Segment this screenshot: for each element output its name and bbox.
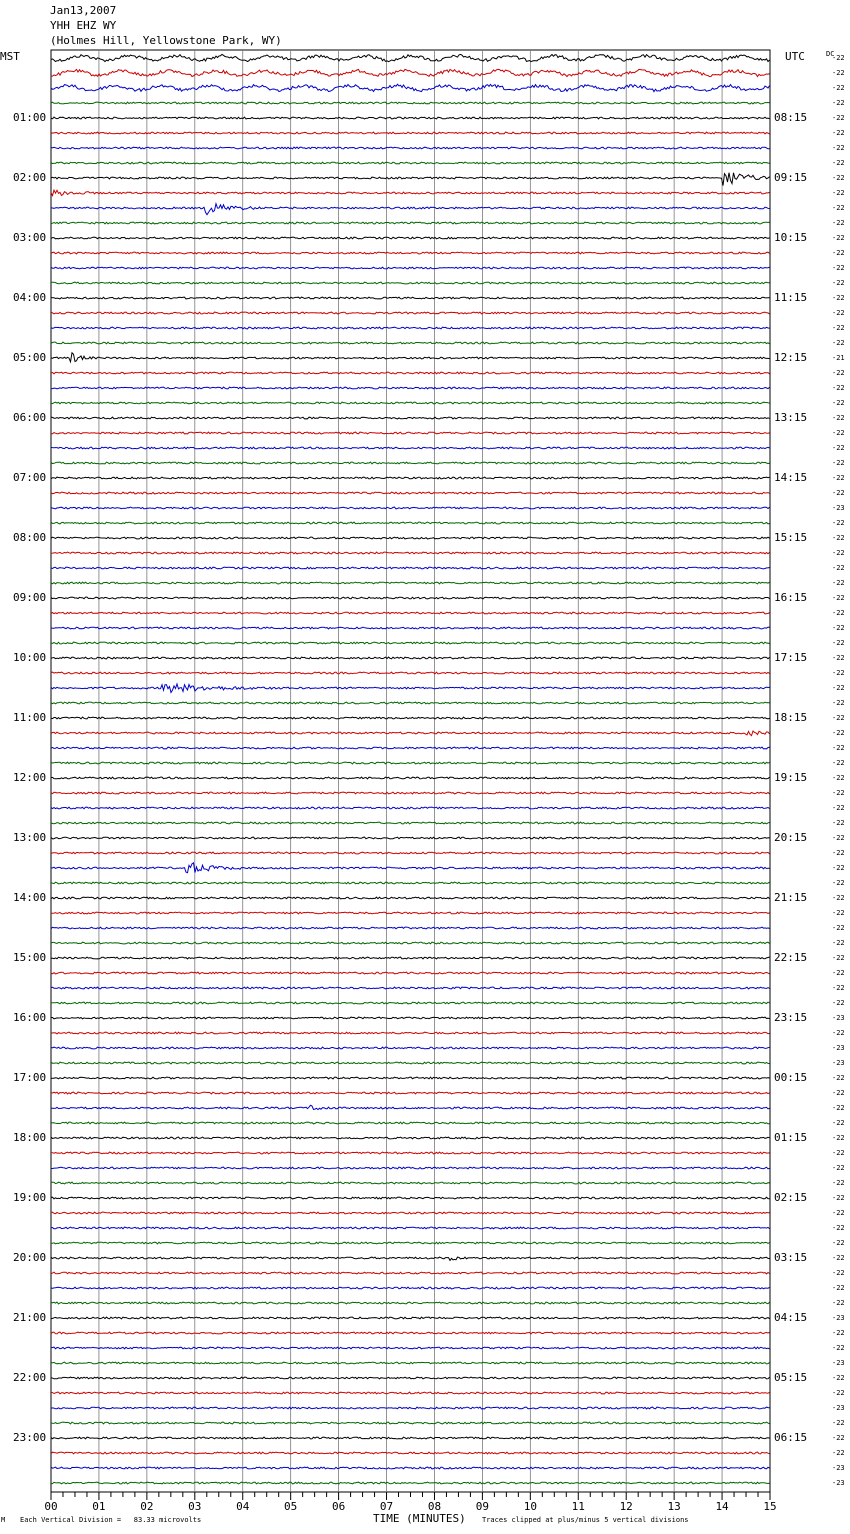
trace-line: [51, 69, 770, 76]
dc-offset-label: -22: [832, 1209, 845, 1217]
dc-offset-label: -22: [832, 1239, 845, 1247]
dc-offset-label: -22: [832, 654, 845, 662]
dc-offset-label: -22: [832, 144, 845, 152]
trace-line: [51, 1467, 770, 1469]
trace-line: [51, 1317, 770, 1319]
x-tick-label: 00: [44, 1500, 58, 1513]
mst-hour-label: 19:00: [13, 1191, 47, 1204]
utc-hour-label: 05:15: [774, 1371, 808, 1384]
dc-axis-label: DC: [826, 50, 835, 58]
dc-offset-label: -22: [832, 249, 845, 257]
trace-line: [51, 822, 770, 824]
trace-line: [51, 1392, 770, 1394]
dc-offset-label: -22: [832, 234, 845, 242]
dc-offset-label: -22: [832, 1449, 845, 1457]
trace-line: [51, 1377, 770, 1379]
trace-line: [51, 1002, 770, 1004]
trace-line: [51, 1152, 770, 1154]
trace-line: [51, 402, 770, 404]
trace-line: [51, 1227, 770, 1229]
mst-hour-label: 21:00: [13, 1311, 47, 1324]
dc-offset-label: -22: [832, 1389, 845, 1397]
utc-hour-label: 10:15: [774, 231, 808, 244]
utc-hour-label: 21:15: [774, 891, 808, 904]
dc-offset-label: -22: [832, 369, 845, 377]
trace-line: [51, 567, 770, 569]
trace-line: [51, 837, 770, 839]
utc-hour-label: 06:15: [774, 1431, 808, 1444]
utc-hour-label: 20:15: [774, 831, 808, 844]
dc-offset-label: -22: [832, 414, 845, 422]
trace-line: [51, 353, 770, 362]
station-label: YHH EHZ WY: [50, 19, 117, 32]
dc-offset-label: -22: [832, 609, 845, 617]
x-tick-label: 14: [715, 1500, 729, 1513]
trace-line: [51, 1062, 770, 1064]
dc-offset-label: -22: [832, 1149, 845, 1157]
x-tick-label: 02: [140, 1500, 154, 1513]
dc-offset-label: -22: [832, 114, 845, 122]
dc-offset-label: -22: [832, 669, 845, 677]
trace-line: [51, 267, 770, 269]
dc-offset-label: -23: [832, 1404, 845, 1412]
trace-line: [51, 597, 770, 599]
dc-offset-label: -22: [832, 519, 845, 527]
utc-hour-label: 03:15: [774, 1251, 808, 1264]
dc-offset-label: -22: [832, 729, 845, 737]
x-tick-label: 09: [475, 1500, 490, 1513]
trace-line: [51, 1105, 770, 1109]
trace-line: [51, 807, 770, 809]
mst-hour-label: 01:00: [13, 111, 47, 124]
dc-offset-label: -22: [832, 219, 845, 227]
trace-line: [51, 417, 770, 419]
trace-line: [51, 957, 770, 959]
trace-line: [51, 190, 770, 196]
dc-offset-label: -22: [832, 849, 845, 857]
dc-offset-label: -22: [832, 339, 845, 347]
dc-offset-label: -22: [832, 594, 845, 602]
trace-line: [51, 927, 770, 929]
dc-offset-label: -22: [832, 954, 845, 962]
dc-offset-label: -22: [832, 1254, 845, 1262]
utc-hour-label: 17:15: [774, 651, 808, 664]
trace-line: [51, 863, 770, 873]
dc-offset-label: -22: [832, 1194, 845, 1202]
clip-note: Traces clipped at plus/minus 5 vertical divisions: [482, 1516, 689, 1524]
x-tick-label: 07: [379, 1500, 394, 1513]
trace-line: [51, 1167, 770, 1169]
trace-line: [51, 942, 770, 944]
utc-hour-label: 00:15: [774, 1071, 808, 1084]
trace-line: [51, 582, 770, 584]
dc-offset-label: -22: [832, 1134, 845, 1142]
utc-hour-label: 13:15: [774, 411, 808, 424]
dc-offset-label: -22: [832, 309, 845, 317]
dc-offset-label: -22: [832, 1074, 845, 1082]
dc-offset-label: -22: [832, 1119, 845, 1127]
dc-offset-label: -22: [832, 774, 845, 782]
dc-offset-label: -22: [832, 1164, 845, 1172]
trace-line: [51, 1302, 770, 1304]
trace-line: [51, 1182, 770, 1184]
trace-line: [51, 1257, 770, 1260]
trace-line: [51, 84, 770, 91]
dc-offset-label: -22: [832, 1179, 845, 1187]
utc-hour-label: 19:15: [774, 771, 808, 784]
dc-offset-label: -22: [832, 639, 845, 647]
trace-line: [51, 1137, 770, 1139]
trace-line: [51, 204, 770, 215]
trace-line: [51, 642, 770, 644]
mst-hour-label: 06:00: [13, 411, 47, 424]
dc-offset-label: -22: [832, 999, 845, 1007]
trace-line: [51, 477, 770, 479]
dc-offset-label: -21: [832, 354, 845, 362]
trace-line: [51, 372, 770, 374]
scale-note: Each Vertical Division = 83.33 microvolts: [20, 1516, 202, 1524]
trace-line: [51, 702, 770, 704]
dc-offset-label: -22: [832, 759, 845, 767]
trace-line: [51, 672, 770, 674]
dc-offset-label: -22: [832, 549, 845, 557]
trace-line: [51, 162, 770, 164]
utc-hour-label: 02:15: [774, 1191, 808, 1204]
dc-offset-label: -22: [832, 294, 845, 302]
trace-line: [51, 777, 770, 779]
mst-hour-label: 05:00: [13, 351, 47, 364]
dc-offset-label: -22: [832, 279, 845, 287]
x-axis: [44, 1492, 776, 1513]
dc-offset-label: -22: [832, 924, 845, 932]
dc-offset-label: -22: [832, 84, 845, 92]
trace-line: [51, 237, 770, 239]
dc-offset-label: -22: [832, 714, 845, 722]
trace-line: [51, 297, 770, 299]
trace-line: [51, 1287, 770, 1289]
date-label: Jan13,2007: [50, 4, 117, 17]
trace-line: [51, 852, 770, 854]
utc-hour-label: 15:15: [774, 531, 808, 544]
trace-line: [51, 882, 770, 884]
dc-offset-label: -22: [832, 534, 845, 542]
dc-offset-label: -22: [832, 204, 845, 212]
mst-hour-label: 12:00: [13, 771, 47, 784]
trace-line: [51, 132, 770, 134]
utc-hour-label: 18:15: [774, 711, 808, 724]
dc-offset-label: -22: [832, 1299, 845, 1307]
dc-offset-label: -22: [832, 684, 845, 692]
dc-offset-label: -22: [832, 564, 845, 572]
dc-offset-label: -22: [832, 864, 845, 872]
trace-line: [51, 747, 770, 749]
trace-line: [51, 327, 770, 329]
mst-axis-label: MST: [0, 50, 20, 63]
dc-offset-label: -23: [832, 1014, 845, 1022]
dc-offset-label: -22: [832, 69, 845, 77]
trace-line: [51, 1197, 770, 1199]
dc-offset-label: -23: [832, 1359, 845, 1367]
dc-offset-label: -22: [832, 789, 845, 797]
trace-line: [51, 252, 770, 254]
mst-hour-label: 03:00: [13, 231, 47, 244]
dc-offset-label: -22: [832, 159, 845, 167]
dc-offset-label: -22: [832, 99, 845, 107]
utc-hour-label: 14:15: [774, 471, 808, 484]
dc-offset-label: -22: [832, 699, 845, 707]
dc-offset-label: -22: [832, 1224, 845, 1232]
mst-hour-label: 08:00: [13, 531, 47, 544]
trace-line: [51, 222, 770, 224]
utc-hour-label: 09:15: [774, 171, 808, 184]
trace-line: [51, 912, 770, 914]
trace-line: [51, 552, 770, 554]
trace-line: [51, 1407, 770, 1409]
dc-offset-label: -22: [832, 969, 845, 977]
dc-offset-label: -22: [832, 1284, 845, 1292]
dc-offset-label: -22: [832, 879, 845, 887]
dc-offset-label: -22: [832, 384, 845, 392]
dc-offset-label: -22: [832, 1419, 845, 1427]
utc-hour-label: 16:15: [774, 591, 808, 604]
dc-offset-label: -22: [832, 54, 845, 62]
trace-line: [51, 447, 770, 449]
utc-hour-label: 22:15: [774, 951, 808, 964]
trace-line: [51, 462, 770, 464]
trace-line: [51, 1452, 770, 1454]
utc-hour-label: 23:15: [774, 1011, 808, 1024]
mst-hour-label: 11:00: [13, 711, 47, 724]
trace-line: [51, 1482, 770, 1484]
dc-offset-label: -22: [832, 429, 845, 437]
trace-line: [51, 1272, 770, 1274]
trace-line: [51, 762, 770, 764]
trace-line: [51, 731, 770, 736]
dc-offset-label: -23: [832, 1314, 845, 1322]
trace-line: [51, 1332, 770, 1334]
trace-line: [51, 627, 770, 629]
dc-offset-label: -22: [832, 1374, 845, 1382]
trace-line: [51, 522, 770, 524]
dc-offset-label: -22: [832, 324, 845, 332]
dc-offset-label: -22: [832, 819, 845, 827]
trace-line: [51, 492, 770, 494]
dc-offset-label: -22: [832, 444, 845, 452]
trace-line: [51, 312, 770, 314]
dc-offset-label: -23: [832, 1464, 845, 1472]
trace-line: [51, 342, 770, 344]
mst-hour-label: 18:00: [13, 1131, 47, 1144]
x-tick-label: 11: [571, 1500, 585, 1513]
dc-offset-label: -22: [832, 624, 845, 632]
dc-offset-label: -22: [832, 579, 845, 587]
mst-hour-label: 04:00: [13, 291, 47, 304]
dc-offset-label: -22: [832, 984, 845, 992]
x-tick-label: 03: [188, 1500, 202, 1513]
location-label: (Holmes Hill, Yellowstone Park, WY): [50, 34, 282, 47]
mst-hour-label: 17:00: [13, 1071, 47, 1084]
mst-hour-label: 20:00: [13, 1251, 47, 1264]
trace-line: [51, 102, 770, 104]
trace-line: [51, 173, 770, 186]
trace-line: [51, 117, 770, 119]
dc-offset-label: -22: [832, 894, 845, 902]
dc-offset-label: -23: [832, 1059, 845, 1067]
dc-offset-label: -22: [832, 1029, 845, 1037]
x-tick-label: 04: [236, 1500, 250, 1513]
dc-offset-label: -23: [832, 1044, 845, 1052]
trace-line: [51, 1212, 770, 1214]
x-tick-label: 06: [331, 1500, 346, 1513]
mst-hour-label: 14:00: [13, 891, 47, 904]
trace-line: [51, 1017, 770, 1019]
dc-offset-label: -22: [832, 129, 845, 137]
dc-offset-label: -22: [832, 909, 845, 917]
trace-line: [51, 282, 770, 284]
mst-hour-label: 10:00: [13, 651, 47, 664]
grid: [51, 50, 770, 1492]
trace-line: [51, 972, 770, 974]
trace-line: [51, 507, 770, 509]
x-tick-label: 12: [619, 1500, 633, 1513]
trace-line: [51, 1242, 770, 1244]
dc-offset-label: -22: [832, 1344, 845, 1352]
dc-offset-label: -22: [832, 474, 845, 482]
x-tick-label: 13: [667, 1500, 681, 1513]
dc-offset-label: -22: [832, 264, 845, 272]
trace-lines: [51, 54, 770, 1484]
trace-line: [51, 717, 770, 719]
x-tick-label: 01: [92, 1500, 106, 1513]
utc-hour-label: 12:15: [774, 351, 808, 364]
utc-hour-label: 11:15: [774, 291, 808, 304]
x-tick-label: 08: [427, 1500, 442, 1513]
utc-axis-label: UTC: [785, 50, 805, 63]
trace-line: [51, 657, 770, 659]
trace-line: [51, 387, 770, 389]
dc-offset-label: -22: [832, 1269, 845, 1277]
mst-hour-label: 22:00: [13, 1371, 47, 1384]
trace-line: [51, 1077, 770, 1079]
trace-line: [51, 612, 770, 614]
utc-hour-label: 01:15: [774, 1131, 808, 1144]
dc-offset-label: -23: [832, 1479, 845, 1487]
mst-hour-label: 16:00: [13, 1011, 47, 1024]
dc-offset-label: -23: [832, 504, 845, 512]
dc-offset-label: -22: [832, 1104, 845, 1112]
trace-line: [51, 792, 770, 794]
trace-line: [51, 432, 770, 434]
trace-line: [51, 1347, 770, 1349]
trace-line: [51, 1437, 770, 1439]
dc-offset-label: -22: [832, 189, 845, 197]
trace-line: [51, 54, 770, 61]
trace-line: [51, 1122, 770, 1124]
trace-line: [51, 537, 770, 539]
dc-offset-label: -22: [832, 939, 845, 947]
dc-offset-label: -22: [832, 174, 845, 182]
trace-line: [51, 1092, 770, 1094]
utc-hour-label: 04:15: [774, 1311, 808, 1324]
dc-offset-label: -22: [832, 1089, 845, 1097]
trace-line: [51, 1032, 770, 1034]
x-tick-label: 15: [763, 1500, 777, 1513]
plot-frame: [51, 50, 770, 1492]
dc-offset-label: -22: [832, 489, 845, 497]
x-axis-title: TIME (MINUTES): [373, 1512, 466, 1525]
utc-hour-label: 08:15: [774, 111, 808, 124]
dc-offset-label: -22: [832, 1434, 845, 1442]
x-tick-label: 10: [523, 1500, 537, 1513]
dc-offset-label: -22: [832, 1329, 845, 1337]
mst-hour-label: 02:00: [13, 171, 47, 184]
corner-mark: M: [1, 1516, 6, 1524]
dc-offset-label: -22: [832, 744, 845, 752]
dc-offset-label: -22: [832, 834, 845, 842]
trace-line: [51, 897, 770, 899]
mst-hour-label: 15:00: [13, 951, 47, 964]
mst-hour-label: 07:00: [13, 471, 47, 484]
trace-line: [51, 1047, 770, 1049]
trace-line: [51, 147, 770, 149]
mst-hour-label: 09:00: [13, 591, 47, 604]
dc-offset-label: -22: [832, 399, 845, 407]
dc-offset-label: -22: [832, 804, 845, 812]
mst-hour-label: 23:00: [13, 1431, 47, 1444]
dc-offset-label: -22: [832, 459, 845, 467]
mst-hour-label: 13:00: [13, 831, 47, 844]
x-tick-label: 05: [284, 1500, 298, 1513]
trace-line: [51, 1362, 770, 1364]
trace-line: [51, 684, 770, 693]
trace-line: [51, 987, 770, 989]
trace-line: [51, 1422, 770, 1424]
